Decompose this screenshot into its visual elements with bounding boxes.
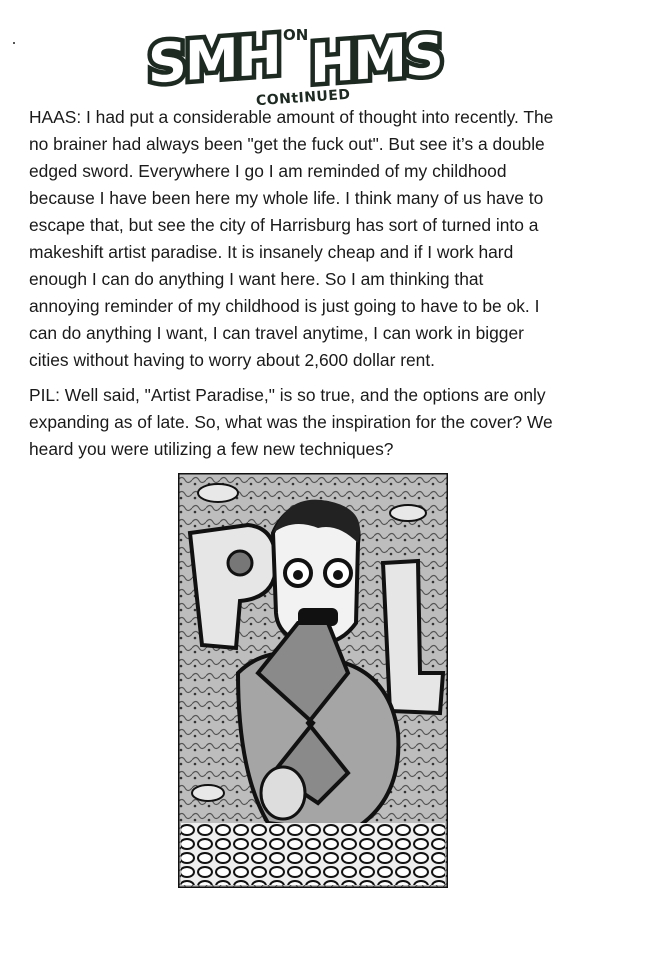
logo-smh: SMH [148,23,280,96]
text-line: cities without having to worry about 2,600 dollar rent. [29,350,436,370]
logo-hms: HMS [310,23,442,96]
haas-answer [29,104,553,374]
cover-artwork [178,473,448,888]
text-line: annoying reminder of my childhood is just going to have to be ok. I [29,296,540,316]
text-line: expanding as of late. So, what was the inspiration for the cover? We [29,412,553,432]
text-line: PIL: Well said, "Artist Paradise," is so true, and the options are only [29,385,546,405]
scan-speck [13,42,15,44]
text-line: no brainer had always been "get the fuck out". But see it’s a double [29,134,545,154]
text-line: makeshift artist paradise. It is insanely cheap and if I work hard [29,242,514,262]
title-logo [140,18,480,108]
text-line: heard you were utilizing a few new techniques? [29,439,394,459]
text-line: because I have been here my whole life. I think many of us have to [29,188,544,208]
text-line: escape that, but see the city of Harrisburg has sort of turned into a [29,215,539,235]
text-line: edged sword. Everywhere I go I am reminded of my childhood [29,161,507,181]
pil-question [29,382,553,463]
logo-continued: CONtINUED [255,86,352,110]
text-line: can do anything I want, I can travel anytime, I can work in bigger [29,323,524,343]
text-line: HAAS: I had put a considerable amount of thought into recently. The [29,107,554,127]
text-line: enough I can do anything I want here. So I am thinking that [29,269,484,289]
logo-on: ON [283,26,309,44]
